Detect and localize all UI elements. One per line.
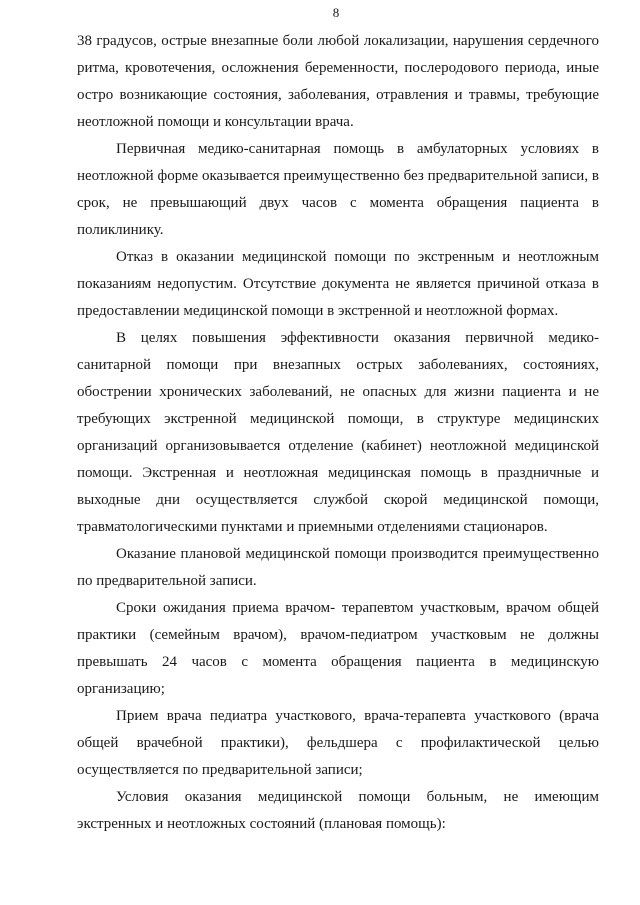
paragraph: Сроки ожидания приема врачом- терапевтом участковым, врачом общей практики (семейным врачом), врачом-педиатром участковым не должны превышать 24 часов с момента обращения пациента в медицинскую организацию;	[77, 600, 599, 697]
paragraph-continuation: 38 градусов, острые внезапные боли любой локализации, нарушения сердечного ритма, кровотечения, осложнения беременности, послеродового периода, иные остро возникающие состояния, заболевания, отравления и травмы, требующие неотложной помощи и консультации врача.	[77, 33, 599, 130]
paragraph: В целях повышения эффективности оказания первичной медико-санитарной помощи при внезапных острых заболеваниях, состояниях, обострении хронических заболеваний, не опасных для жизни пациента и не требующих экстренной медицинской помощи, в структуре медицинских организаций организовывается отделение (кабинет) неотложной медицинской помощи. Экстренная и неотложная медицинская помощь в праздничные и выходные дни осуществляется службой скорой медицинской помощи, травматологическими пунктами и приемными отделениями стационаров.	[77, 330, 599, 535]
paragraph: Оказание плановой медицинской помощи производится преимущественно по предварительной записи.	[77, 546, 599, 589]
document-body	[77, 28, 599, 838]
paragraph: Первичная медико-санитарная помощь в амбулаторных условиях в неотложной форме оказывается преимущественно без предварительной записи, в срок, не превышающий двух часов с момента обращения пациента в поликлинику.	[77, 141, 599, 238]
page-number: 8	[332, 5, 340, 20]
paragraph: Отказ в оказании медицинской помощи по экстренным и неотложным показаниям недопустим. Отсутствие документа не является причиной отказа в предоставлении медицинской помощи в экстренной и неотложной формах.	[77, 249, 599, 319]
paragraph: Условия оказания медицинской помощи больным, не имеющим экстренных и неотложных состояний (плановая помощь):	[77, 789, 599, 832]
paragraph: Прием врача педиатра участкового, врача-терапевта участкового (врача общей врачебной практики), фельдшера с профилактической целью осуществляется по предварительной записи;	[77, 708, 599, 778]
